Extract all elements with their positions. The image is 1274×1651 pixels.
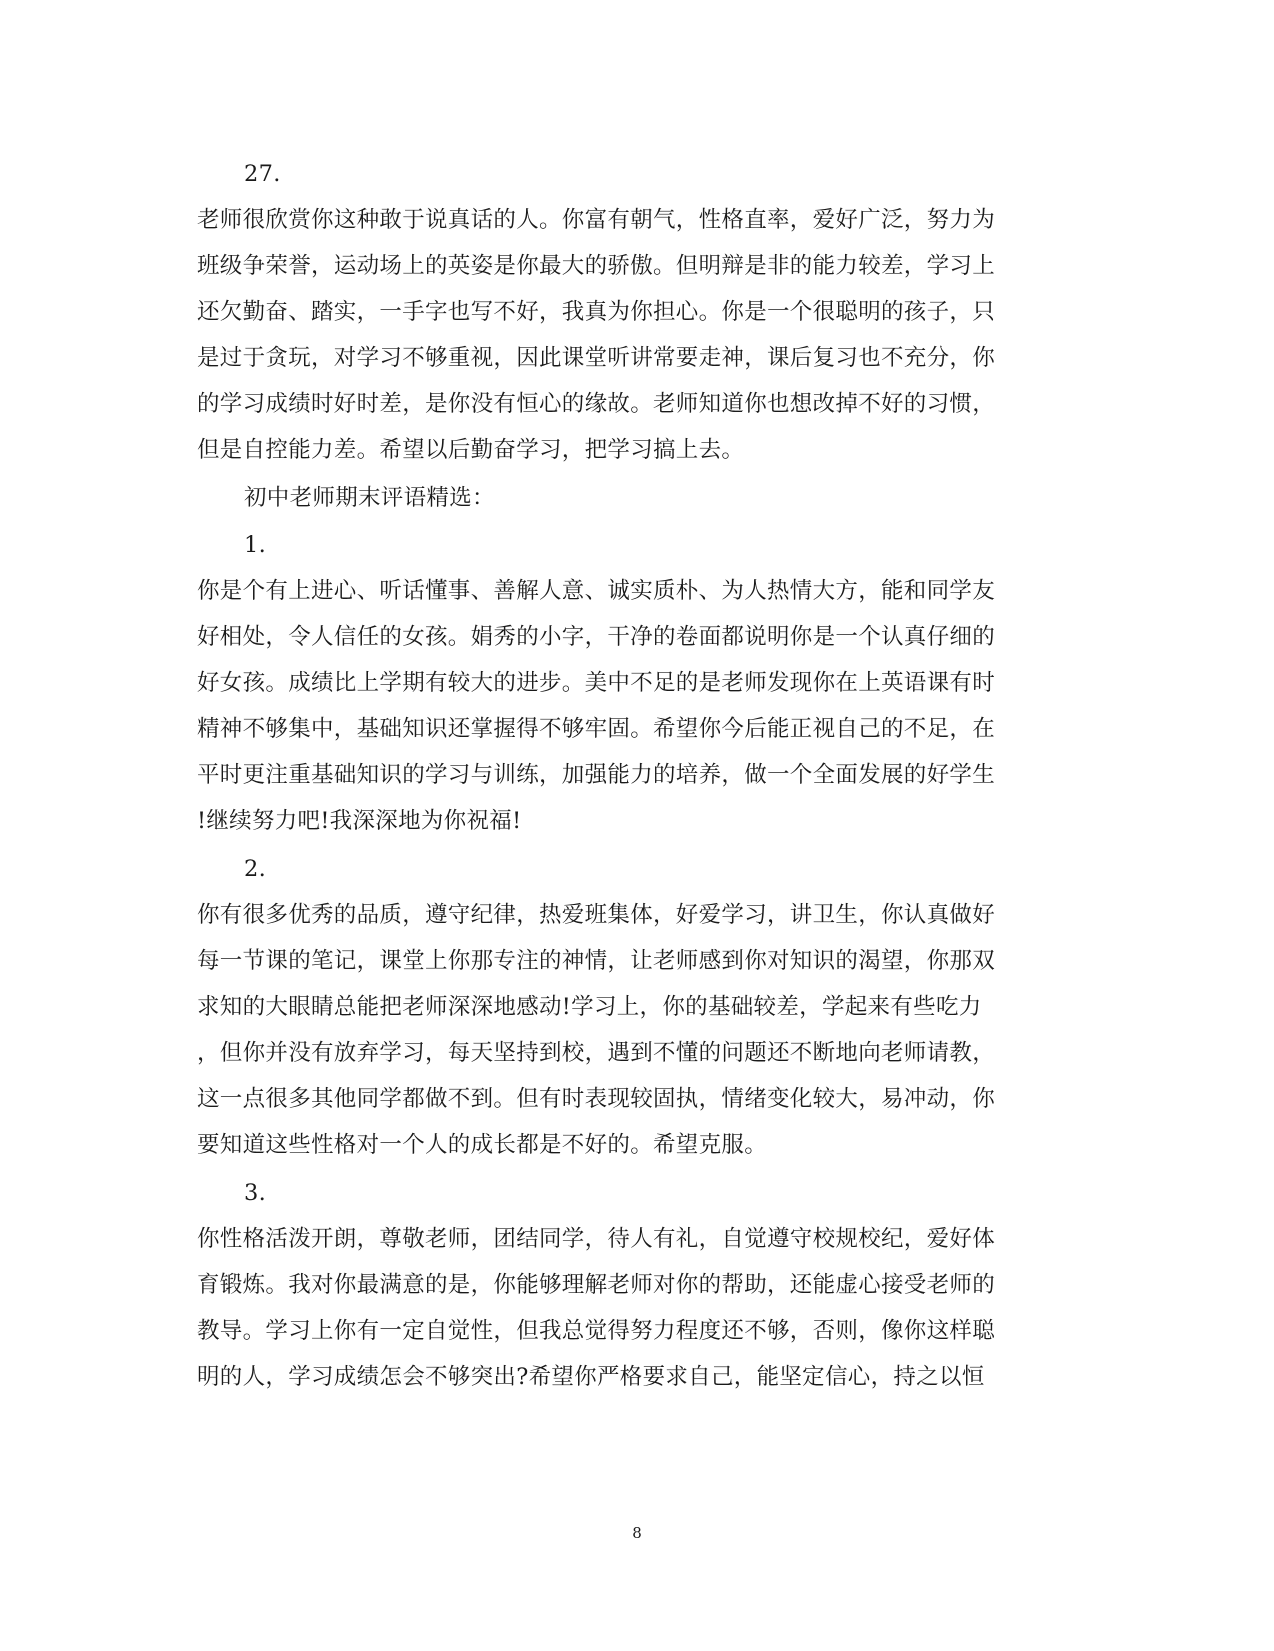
section-heading: 初中老师期末评语精选： bbox=[244, 485, 495, 511]
paragraph-line: 每一节课的笔记，课堂上你那专注的神情，让老师感到你对知识的渴望，你那双 bbox=[197, 948, 996, 974]
paragraph-line: 你性格活泼开朗，尊敬老师，团结同学，待人有礼，自觉遵守校规校纪，爱好体 bbox=[197, 1226, 996, 1252]
paragraph-line: 还欠勤奋、踏实，一手字也写不好，我真为你担心。你是一个很聪明的孩子，只 bbox=[197, 299, 996, 325]
page-number: 8 bbox=[632, 1524, 642, 1542]
paragraph-line: 平时更注重基础知识的学习与训练，加强能力的培养，做一个全面发展的好学生 bbox=[197, 762, 996, 788]
paragraph-line: 你是个有上进心、听话懂事、善解人意、诚实质朴、为人热情大方，能和同学友 bbox=[197, 578, 996, 604]
section-number-2: 2. bbox=[244, 856, 267, 882]
paragraph-line: 好相处，令人信任的女孩。娟秀的小字，干净的卷面都说明你是一个认真仔细的 bbox=[197, 624, 996, 650]
paragraph-line: 是过于贪玩，对学习不够重视，因此课堂听讲常要走神，课后复习也不充分，你 bbox=[197, 345, 996, 371]
paragraph-line: 好女孩。成绩比上学期有较大的进步。美中不足的是老师发现你在上英语课有时 bbox=[197, 670, 996, 696]
paragraph-line: 求知的大眼睛总能把老师深深地感动!学习上，你的基础较差，学起来有些吃力 bbox=[197, 994, 982, 1020]
paragraph-line: 这一点很多其他同学都做不到。但有时表现较固执，情绪变化较大，易冲动，你 bbox=[197, 1086, 996, 1112]
paragraph-line: 老师很欣赏你这种敢于说真话的人。你富有朝气，性格直率，爱好广泛，努力为 bbox=[197, 207, 996, 233]
paragraph-line: ，但你并没有放弃学习，每天坚持到校，遇到不懂的问题还不断地向老师请教， bbox=[197, 1040, 996, 1066]
paragraph-line: !继续努力吧!我深深地为你祝福! bbox=[197, 808, 522, 834]
section-number-3: 3. bbox=[244, 1180, 267, 1206]
paragraph-line: 的学习成绩时好时差，是你没有恒心的缘故。老师知道你也想改掉不好的习惯， bbox=[197, 391, 996, 417]
paragraph-line: 班级争荣誉，运动场上的英姿是你最大的骄傲。但明辩是非的能力较差，学习上 bbox=[197, 253, 996, 279]
section-number-1: 1. bbox=[244, 532, 267, 558]
paragraph-line: 育锻炼。我对你最满意的是，你能够理解老师对你的帮助，还能虚心接受老师的 bbox=[197, 1272, 996, 1298]
paragraph-line: 精神不够集中，基础知识还掌握得不够牢固。希望你今后能正视自己的不足，在 bbox=[197, 716, 996, 742]
paragraph-line: 但是自控能力差。希望以后勤奋学习，把学习搞上去。 bbox=[197, 437, 745, 463]
paragraph-line: 教导。学习上你有一定自觉性，但我总觉得努力程度还不够，否则，像你这样聪 bbox=[197, 1318, 996, 1344]
section-number-27: 27. bbox=[244, 161, 281, 187]
paragraph-line: 你有很多优秀的品质，遵守纪律，热爱班集体，好爱学习，讲卫生，你认真做好 bbox=[197, 902, 996, 928]
paragraph-line: 明的人，学习成绩怎会不够突出?希望你严格要求自己，能坚定信心，持之以恒 bbox=[197, 1364, 985, 1390]
paragraph-line: 要知道这些性格对一个人的成长都是不好的。希望克服。 bbox=[197, 1132, 768, 1158]
